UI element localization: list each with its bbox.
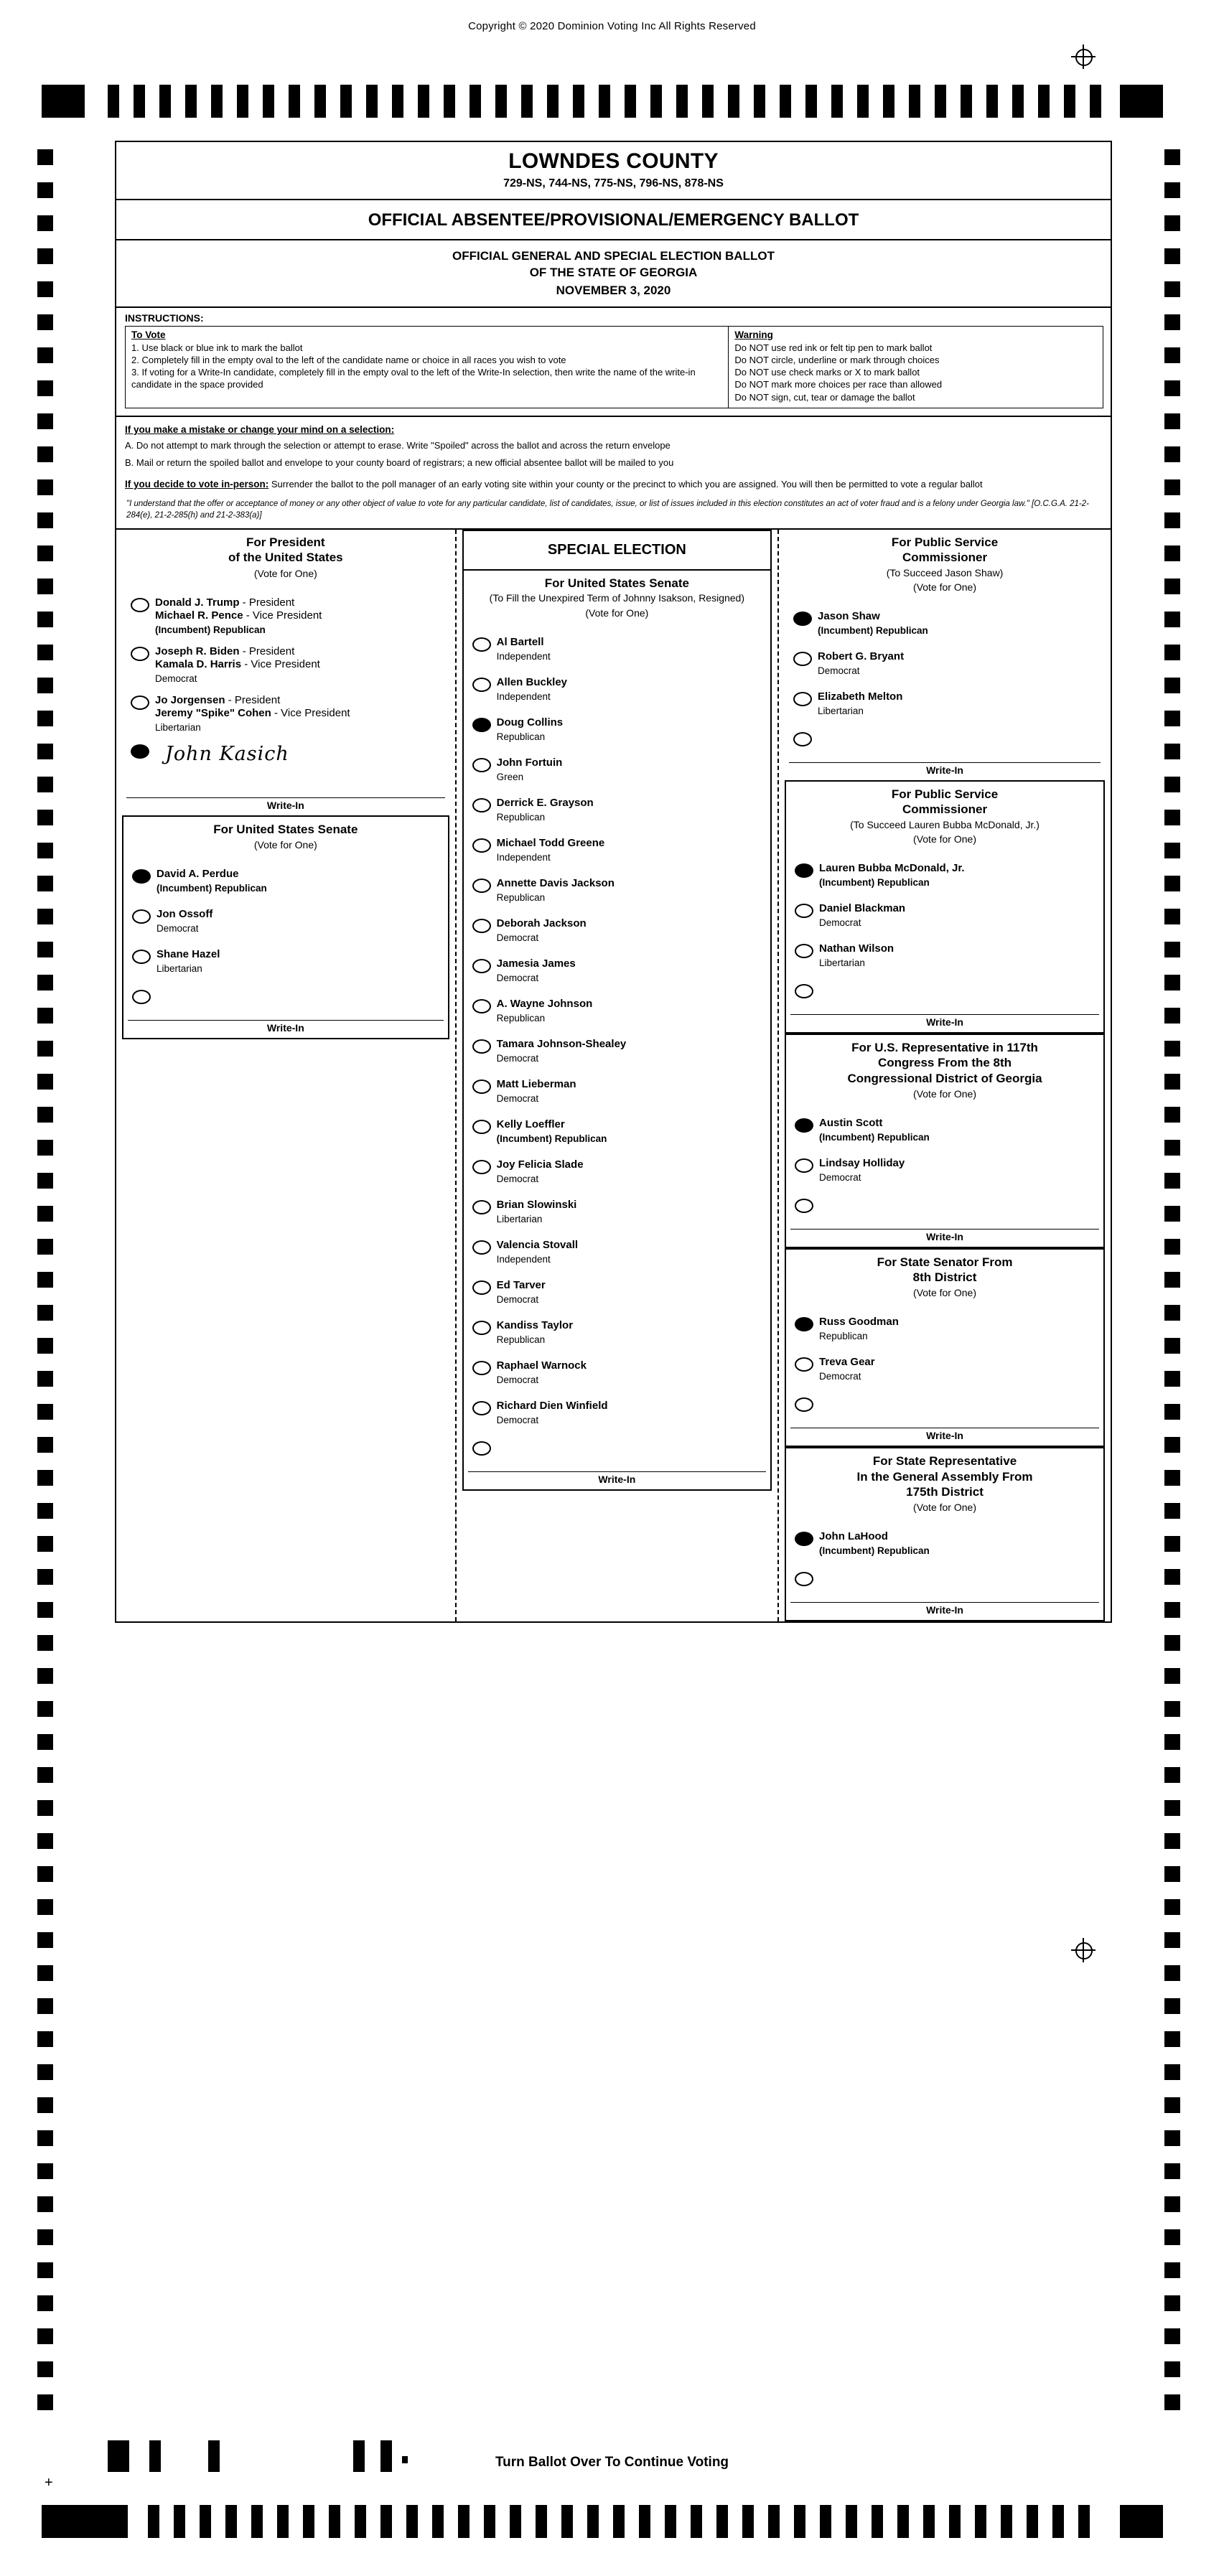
to-vote-header: To Vote [131,329,166,340]
vote-oval[interactable] [472,999,491,1013]
candidate-name: Derrick E. Grayson [496,796,594,809]
candidate-name: Jason Shaw [818,610,880,623]
option-row[interactable] [790,902,1102,934]
contest-columns [116,528,1111,1621]
option-row[interactable] [790,1117,1102,1148]
vote-oval[interactable] [472,1240,491,1255]
vote-oval[interactable] [795,904,813,918]
vote-for-note: (Vote for One) [253,567,317,579]
special-election-banner [462,530,772,569]
vote-oval-write-in[interactable] [795,1199,813,1213]
county-header [116,142,1111,200]
candidate-name: Daniel Blackman [819,902,906,915]
contest-title: For U.S. Representative in 117th Congress From the 8th Congressional District of Georgia [847,1041,1042,1085]
candidate-name: Russ Goodman [819,1316,899,1329]
general-election-header [116,240,1111,308]
vote-oval-write-in[interactable] [793,732,812,746]
vote-for-note: (Vote for One) [913,1087,976,1100]
candidate-name: Raphael Warnock [496,1359,587,1372]
registration-mark-top [1071,45,1095,69]
party-label: Republican [496,1012,546,1024]
candidate-name: Jamesia James [496,957,576,970]
write-in-label: Write-In [598,1473,636,1485]
write-in-label: Write-In [926,1604,963,1616]
party-label: Libertarian [156,963,202,974]
instructions-label: INSTRUCTIONS: [125,312,204,324]
vote-oval[interactable] [795,1317,813,1331]
party-label: Democrat [819,917,861,928]
candidate-name: Al Bartell [496,635,544,648]
contest-title: For President of the United States [228,535,343,565]
contest-state-representative-175 [785,1447,1105,1621]
vote-for-note: (Vote for One) [913,833,976,846]
column-center [457,530,779,1621]
option-row[interactable] [790,1157,1102,1189]
county-codes: 729-NS, 744-NS, 775-NS, 796-NS, 878-NS [503,177,724,189]
party-label: Democrat [496,1173,539,1184]
option-row-write-in[interactable] [790,1396,1102,1420]
vote-oval[interactable] [472,919,491,933]
vote-oval[interactable] [132,909,151,924]
candidate-name: John Fortuin [496,756,563,769]
option-row-write-in[interactable] [128,988,447,1013]
party-label: Libertarian [496,1213,543,1224]
alignment-plus-mark: + [45,2475,53,2491]
party-label: Independent [496,650,551,662]
vote-for-note: (Vote for One) [913,1502,976,1514]
vote-oval-write-in[interactable] [472,1441,491,1456]
vote-oval[interactable] [472,1280,491,1295]
candidate-name: Kelly Loeffler [496,1118,565,1130]
vote-oval[interactable] [131,695,149,710]
candidate-name: Matt Lieberman [496,1077,576,1090]
mistake-block [116,417,1111,472]
vote-oval[interactable] [795,1532,813,1546]
party-label: Democrat [156,922,199,934]
option-row-write-in[interactable] [790,1570,1102,1595]
options-list [123,856,448,1020]
candidate-name: Annette Davis Jackson [496,876,615,889]
county-name: LOWNDES COUNTY [508,149,719,173]
party-label: (Incumbent) Republican [818,624,928,636]
option-row[interactable] [468,877,769,909]
option-row-write-in[interactable] [790,983,1102,1007]
option-row[interactable] [790,942,1102,974]
option-row[interactable] [468,1118,769,1150]
column-left [116,530,457,1621]
running-mate-name: Kamala D. Harris - Vice President [155,658,320,671]
timing-marks-bottom [0,2505,1224,2538]
party-label: Green [496,771,524,782]
option-row[interactable] [468,636,769,668]
vote-for-note: (Vote for One) [913,1287,976,1299]
option-row[interactable] [468,1279,769,1311]
contest-title: For State Senator From 8th District [877,1255,1013,1285]
contest-president [122,530,449,815]
party-label: Republican [496,1334,546,1345]
special-election-title: SPECIAL ELECTION [547,542,686,558]
to-vote-item: 2. Completely fill in the empty oval to the left of the candidate name or choice in all races you wish to vote [131,355,566,366]
vote-oval[interactable] [132,869,151,884]
contest-psc-shaw [785,530,1105,780]
option-row[interactable] [789,690,1103,722]
party-label: Democrat [496,1293,539,1305]
vote-oval[interactable] [795,1158,813,1173]
option-row[interactable] [126,596,448,637]
option-row-write-in[interactable] [468,1440,769,1464]
candidate-name: Robert G. Bryant [818,650,905,663]
vote-oval[interactable] [472,1200,491,1214]
party-label: (Incumbent) Republican [819,1545,930,1556]
vote-oval[interactable] [795,944,813,958]
running-mate-name: Michael R. Pence - Vice President [155,609,322,622]
option-row[interactable] [126,645,448,685]
write-in-name[interactable]: John Kasich [165,742,289,765]
party-label: Democrat [819,1371,861,1382]
option-row[interactable] [790,1316,1102,1347]
candidate-name: Kandiss Taylor [496,1319,574,1331]
vote-oval[interactable] [795,1357,813,1372]
party-label: Republican [496,891,546,903]
party-label: (Incumbent) Republican [496,1133,607,1144]
party-label: Libertarian [818,705,864,716]
vote-oval-write-in[interactable] [795,1397,813,1412]
candidate-name: Shane Hazel [156,947,220,960]
option-row[interactable] [128,868,447,899]
party-label: Republican [496,731,546,742]
inperson-block [116,472,1111,496]
option-row[interactable] [468,917,769,949]
contest-state-senator-8 [785,1248,1105,1448]
party-label: (Incumbent) Republican [819,1131,930,1143]
contest-subtitle: (To Succeed Jason Shaw) [886,566,1004,579]
vote-oval[interactable] [472,1039,491,1054]
option-row[interactable] [468,1158,769,1190]
options-list [786,1304,1103,1428]
vote-oval[interactable] [131,647,149,661]
vote-oval[interactable] [472,798,491,812]
vote-oval[interactable] [472,637,491,652]
option-row[interactable] [789,610,1103,642]
official-ballot-title: OFFICIAL ABSENTEE/PROVISIONAL/EMERGENCY BALLOT [116,200,1111,240]
candidate-name: Donald J. Trump - President [155,596,295,609]
warning-item: Do NOT circle, underline or mark through choices [734,355,940,366]
inperson-header: If you decide to vote in-person: [125,479,269,490]
contest-us-senate-regular [122,815,449,1039]
options-list [786,1519,1103,1602]
vote-oval-write-in[interactable] [131,744,149,759]
party-label: Independent [496,851,551,863]
candidate-name: David A. Perdue [156,867,239,880]
contest-title: For State Representative In the General Assembly From 175th District [856,1454,1033,1499]
column-right [779,530,1111,1621]
option-row[interactable] [468,757,769,788]
party-label: Democrat [496,1092,539,1104]
candidate-name: Jo Jorgensen - President [155,693,281,706]
running-mate-name: Jeremy "Spike" Cohen - Vice President [155,707,350,720]
candidate-name: Lauren Bubba McDonald, Jr. [819,862,965,875]
ballot-body [115,141,1112,1623]
party-label: Republican [819,1331,868,1342]
option-row[interactable] [468,1038,769,1069]
candidate-name: Jon Ossoff [156,907,213,920]
option-row[interactable] [468,998,769,1029]
write-in-label: Write-In [926,1230,963,1242]
mistake-option-b: B. Mail or return the spoiled ballot and envelope to your county board of registrars; a new official absentee ballot will be mailed to you [125,456,674,468]
candidate-name: Nathan Wilson [819,942,894,955]
vote-oval[interactable] [472,1401,491,1415]
candidate-name: Richard Dien Winfield [496,1399,608,1412]
option-row[interactable] [790,862,1102,894]
contest-title: For United States Senate [213,822,358,836]
mistake-option-a: A. Do not attempt to mark through the selection or attempt to erase. Write "Spoiled" across the ballot and across the return envelope [125,439,671,451]
party-label: Libertarian [819,957,865,968]
option-row[interactable] [468,1359,769,1391]
warning-item: Do NOT sign, cut, tear or damage the ballot [734,391,915,403]
option-row[interactable] [468,797,769,828]
contest-title: For Public Service Commissioner [891,787,999,817]
candidate-name: Brian Slowinski [496,1198,577,1211]
warning-item: Do NOT use red ink or felt tip pen to mark ballot [734,342,933,353]
write-in-label: Write-In [926,764,963,777]
write-in-label: Write-In [266,799,304,811]
vote-for-note: (Vote for One) [585,606,649,619]
copyright-notice: Copyright © 2020 Dominion Voting Inc All Rights Reserved [468,20,756,32]
contest-us-senate-special [462,569,772,1491]
write-in-label: Write-In [266,1021,304,1034]
vote-for-note: (Vote for One) [913,581,976,594]
vote-oval-write-in[interactable] [795,1572,813,1586]
candidate-name: Joy Felicia Slade [496,1158,584,1171]
vote-oval[interactable] [472,718,491,732]
party-label: Democrat [155,673,197,685]
options-list [122,585,449,797]
option-row-write-in[interactable] [789,731,1103,755]
options-list [786,851,1103,1014]
to-vote-panel [126,327,729,408]
candidate-name: Treva Gear [819,1356,875,1369]
party-label: Libertarian [155,722,201,734]
candidate-name: Deborah Jackson [496,917,587,929]
candidate-name: Doug Collins [496,716,564,729]
contest-title: For Public Service Commissioner [891,535,999,565]
options-list [464,624,770,1471]
voter-fraud-oath: "I understand that the offer or acceptance of money or any other object of value to vote for any particular candidate, list of candidates, issue, or list of issues included in this election constitutes an act of voter fraud and is a felony under Georgia law." [O.C.G.A. 21-2-284(e), 21-2-285(h) and 21-2-383(a)] [126,500,1089,520]
vote-oval[interactable] [472,959,491,973]
vote-oval[interactable] [472,838,491,853]
warning-panel [729,327,1103,408]
option-row[interactable] [468,716,769,748]
vote-oval[interactable] [472,1361,491,1375]
party-label: Independent [496,690,551,702]
vote-oval[interactable] [472,879,491,893]
instructions-block [116,308,1111,417]
option-row[interactable] [790,1356,1102,1387]
option-row[interactable] [789,650,1103,682]
contest-subtitle: (To Succeed Lauren Bubba McDonald, Jr.) [850,818,1040,830]
party-label: Democrat [819,1171,861,1183]
option-row-write-in[interactable] [790,1197,1102,1222]
warning-item: Do NOT use check marks or X to mark ballot [734,367,920,378]
party-label: Democrat [496,1414,539,1425]
warning-header: Warning [734,329,773,340]
turn-ballot-over-note: Turn Ballot Over To Continue Voting [495,2455,729,2470]
to-vote-item: 3. If voting for a Write-In candidate, completely fill in the empty oval to the left of the Write-In selection, then write the name of the write-in candidate in the space provided [131,367,696,390]
vote-for-note: (Vote for One) [253,838,317,851]
candidate-name: Austin Scott [819,1116,883,1129]
option-row[interactable] [128,948,447,980]
party-label: Republican [496,811,546,823]
party-label: Democrat [496,1374,539,1385]
candidate-name: Valencia Stovall [496,1238,579,1251]
option-row[interactable] [468,1078,769,1110]
contest-subtitle: (To Fill the Unexpired Term of Johnny Isakson, Resigned) [489,592,745,604]
candidate-name: Ed Tarver [496,1278,546,1291]
timing-marks-top [0,85,1224,118]
option-row[interactable] [128,908,447,940]
vote-oval-write-in[interactable] [795,984,813,998]
party-label: Democrat [496,932,539,943]
party-label: Independent [496,1253,551,1265]
option-row[interactable] [468,957,769,989]
to-vote-item: 1. Use black or blue ink to mark the ballot [131,342,303,353]
vote-oval[interactable] [132,950,151,964]
contest-psc-mcdonald [785,780,1105,1034]
option-row[interactable] [468,676,769,708]
candidate-name: Michael Todd Greene [496,836,605,849]
vote-oval[interactable] [131,598,149,612]
option-row[interactable] [468,1239,769,1270]
mistake-header: If you make a mistake or change your mind on a selection: [125,423,395,435]
option-row[interactable] [468,837,769,868]
vote-oval[interactable] [795,863,813,878]
registration-mark-middle [1071,1938,1095,1962]
party-label: (Incumbent) Republican [156,882,267,894]
candidate-name: Joseph R. Biden - President [155,645,295,657]
option-row[interactable] [468,1400,769,1431]
option-row-write-in[interactable] [126,743,448,790]
general-line-2: OF THE STATE OF GEORGIA [529,266,698,279]
party-label: (Incumbent) Republican [819,876,930,888]
options-list [785,599,1105,762]
write-in-label: Write-In [926,1016,963,1029]
candidate-name: Lindsay Holliday [819,1156,905,1169]
warning-item: Do NOT mark more choices per race than allowed [734,379,943,390]
option-row[interactable] [126,694,448,734]
vote-oval[interactable] [472,1120,491,1134]
party-label: (Incumbent) Republican [155,624,266,636]
vote-oval[interactable] [472,1321,491,1335]
option-row[interactable] [468,1199,769,1230]
inperson-text: Surrender the ballot to the poll manager of an early voting site within your county or the precinct to which you are assigned. You will then be permitted to vote a regular ballot [271,479,983,490]
party-label: Democrat [496,1052,539,1064]
candidate-name: John LaHood [819,1530,888,1543]
party-label: Democrat [818,665,860,676]
timing-marks-bottom-partial [0,2440,1224,2472]
option-row[interactable] [468,1319,769,1351]
vote-oval[interactable] [795,1118,813,1133]
options-list [786,1105,1103,1229]
party-label: Democrat [496,972,539,983]
vote-oval[interactable] [472,678,491,692]
general-line-1: OFFICIAL GENERAL AND SPECIAL ELECTION BALLOT [452,249,775,263]
contest-us-representative-8 [785,1034,1105,1248]
vote-oval[interactable] [472,1079,491,1094]
candidate-name: Elizabeth Melton [818,690,903,703]
candidate-name: A. Wayne Johnson [496,997,593,1010]
vote-oval[interactable] [793,692,812,706]
contest-title: For United States Senate [544,576,689,591]
write-in-label: Write-In [926,1430,963,1442]
vote-oval-write-in[interactable] [132,990,151,1004]
vote-oval[interactable] [793,652,812,666]
candidate-name: Tamara Johnson-Shealey [496,1037,627,1050]
vote-oval[interactable] [793,612,812,626]
vote-oval[interactable] [472,758,491,772]
option-row[interactable] [790,1530,1102,1562]
election-date: NOVEMBER 3, 2020 [556,284,671,297]
vote-oval[interactable] [472,1160,491,1174]
candidate-name: Allen Buckley [496,675,568,688]
